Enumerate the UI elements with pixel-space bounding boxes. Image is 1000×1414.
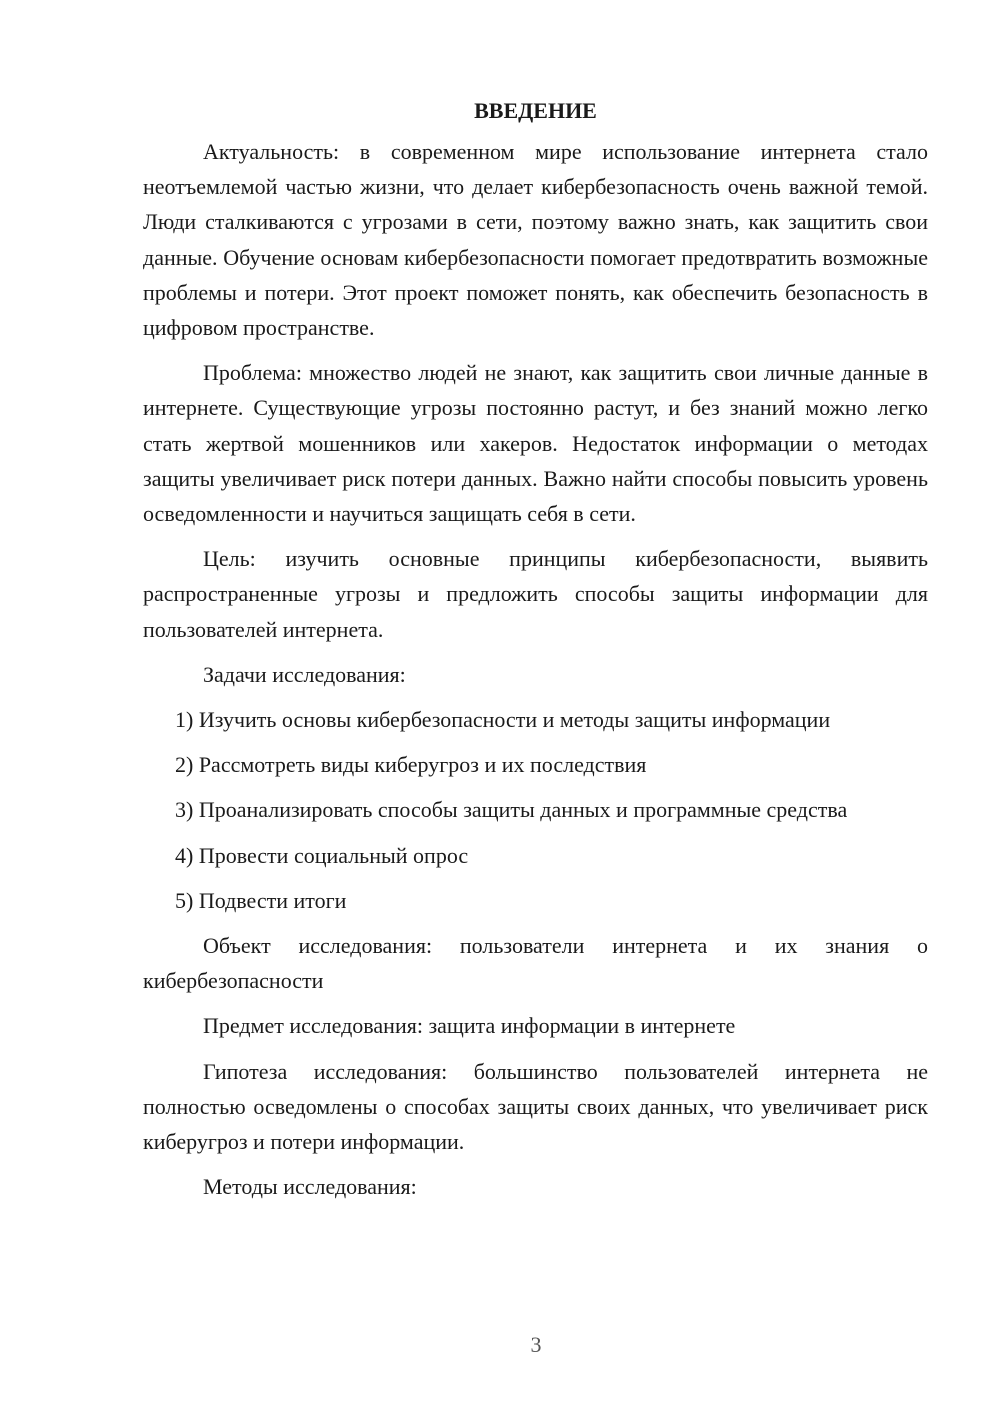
object-paragraph: Объект исследования: пользователи интернета и их знания о кибербезопасности — [143, 933, 928, 994]
subject-paragraph: Предмет исследования: защита информации в интернете — [203, 1013, 736, 1039]
task-item-2: 2) Рассмотреть виды киберугроз и их последствия — [175, 752, 647, 778]
problem-paragraph: Проблема: множество людей не знают, как защитить свои личные данные в интернете. Существующие угрозы постоянно растут, и без знаний можно легко стать жертвой мошенников или хакеров. Недостаток информации о методах защиты увеличивает риск потери данных. Важно найти способы повысить уровень осведомленности и научиться защищать себя в сети. — [143, 360, 928, 527]
goal-paragraph: Цель: изучить основные принципы кибербезопасности, выявить распространенные угрозы и предложить способы защиты информации для пользователей интернета. — [143, 546, 928, 642]
task-item-3: 3) Проанализировать способы защиты данных и программные средства — [175, 797, 848, 823]
task-item-4: 4) Провести социальный опрос — [175, 842, 469, 868]
task-item-5: 5) Подвести итоги — [175, 887, 347, 913]
document-page — [143, 93, 928, 1214]
tasks-title: Задачи исследования: — [203, 661, 406, 687]
section-heading: ВВЕДЕНИЕ — [474, 98, 597, 123]
methods-paragraph: Методы исследования: — [203, 1174, 417, 1200]
hypothesis-paragraph: Гипотеза исследования: большинство пользователей интернета не полностью осведомлены о способах защиты своих данных, что увеличивает риск киберугроз и потери информации. — [143, 1058, 928, 1155]
page-number: 3 — [530, 1332, 542, 1357]
relevance-paragraph: Актуальность: в современном мире использование интернета стало неотъемлемой частью жизни, что делает кибербезопасность очень важной темой. Люди сталкиваются с угрозами в сети, поэтому важно знать, как защитить свои данные. Обучение основам кибербезопасности помогает предотвратить возможные проблемы и потери. Этот проект поможет понять, как обеспечить безопасность в цифровом пространстве. — [143, 139, 928, 341]
task-item-1: 1) Изучить основы кибербезопасности и методы защиты информации — [175, 707, 831, 733]
